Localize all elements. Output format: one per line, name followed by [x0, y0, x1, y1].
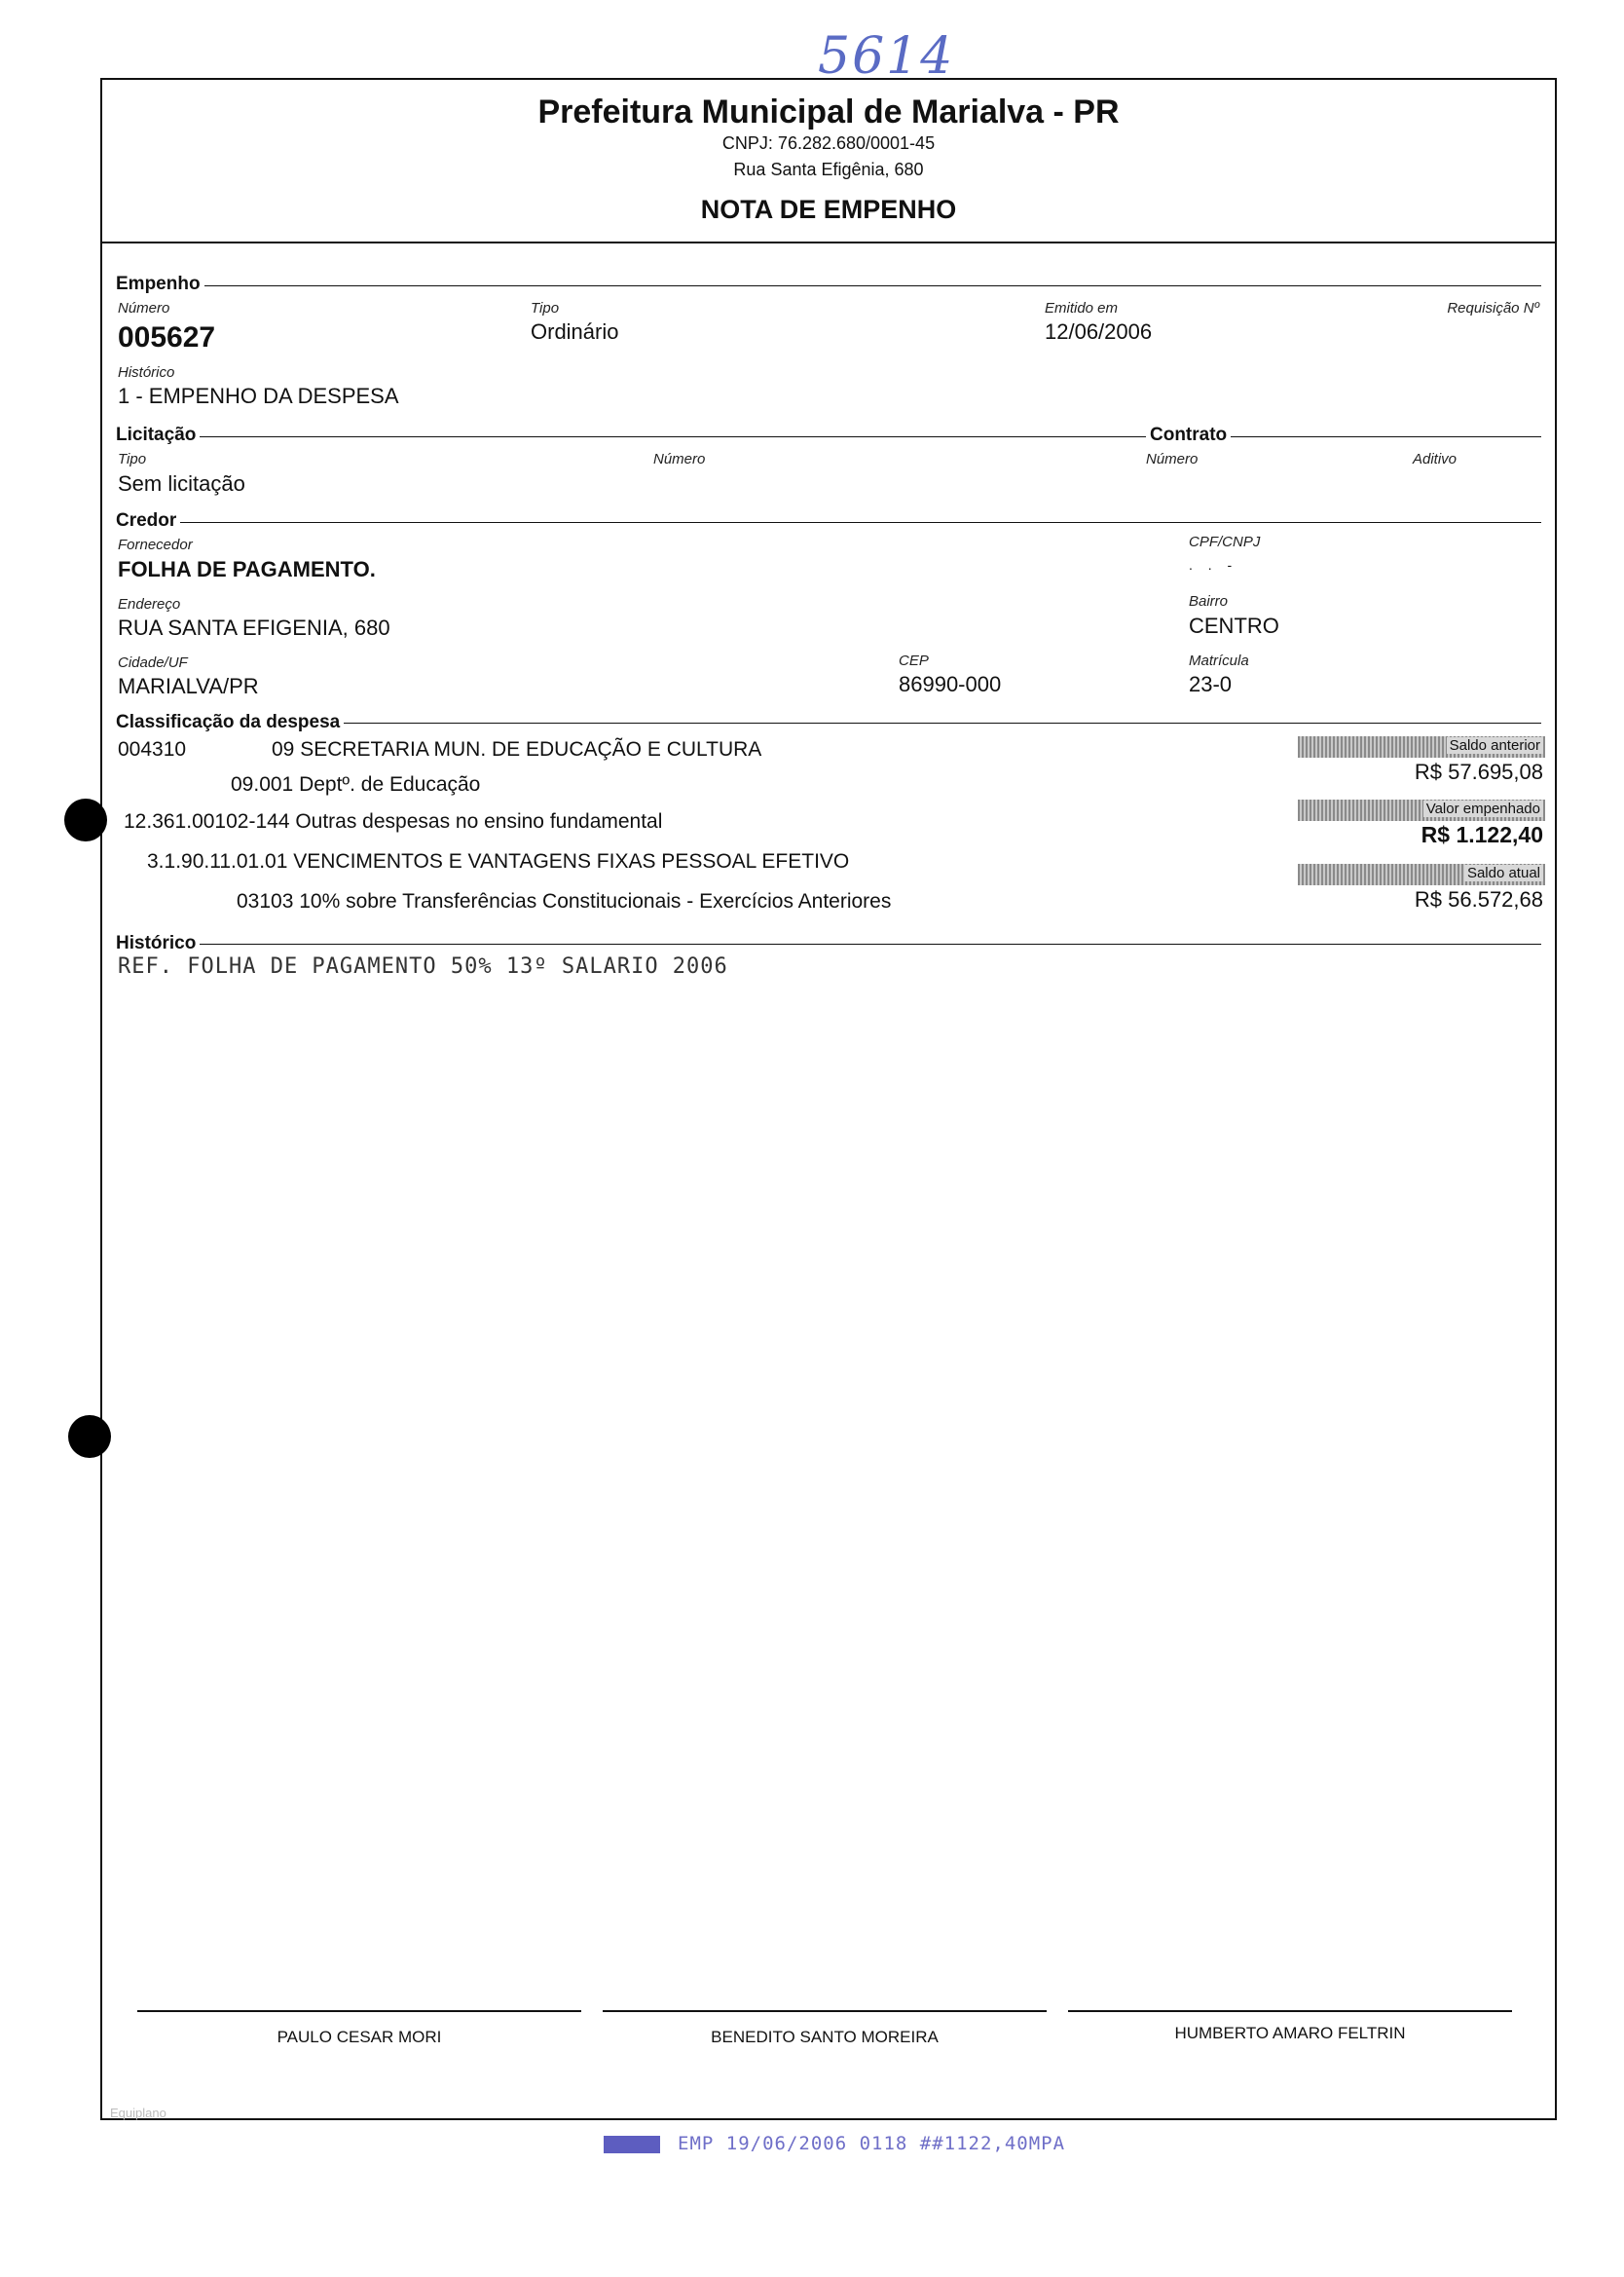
mechanical-stamp: [604, 2133, 1065, 2154]
fornecedor-label: Fornecedor: [118, 537, 193, 553]
fornecedor-name: FOLHA DE PAGAMENTO.: [118, 557, 376, 581]
saldo-anterior-value: R$ 57.695,08: [1414, 760, 1543, 784]
document-header: [102, 80, 1555, 243]
header-cnpj: CNPJ: 76.282.680/0001-45: [721, 133, 936, 153]
licitacao-numero-label: Número: [653, 451, 706, 467]
empenho-historico: 1 - EMPENHO DA DESPESA: [118, 384, 399, 408]
cep-value: 86990-000: [899, 672, 1002, 696]
valor-empenhado-bar: [1298, 800, 1545, 821]
contrato-numero-label: Número: [1146, 451, 1199, 467]
punch-hole-bottom: [68, 1415, 111, 1458]
licitacao-rule: [116, 436, 1541, 437]
cpf-cnpj-label: CPF/CNPJ: [1189, 534, 1261, 550]
signature-line-1: [137, 2010, 581, 2012]
matricula-label: Matrícula: [1189, 653, 1249, 669]
classificacao-section-title: Classificação da despesa: [116, 712, 344, 733]
footer-faint-text: Equiplano: [110, 2106, 166, 2120]
contrato-section-title: Contrato: [1146, 425, 1231, 446]
empenho-tipo: Ordinário: [531, 319, 619, 344]
handwritten-page-number: 5614: [818, 27, 955, 86]
saldo-anterior-bar: [1298, 736, 1545, 758]
signature-name-2: BENEDITO SANTO MOREIRA: [711, 2028, 939, 2046]
valor-empenhado-label: Valor empenhado: [1423, 801, 1543, 817]
saldo-atual-value: R$ 56.572,68: [1414, 887, 1543, 912]
empenho-tipo-label: Tipo: [531, 300, 560, 317]
saldo-anterior-label: Saldo anterior: [1447, 737, 1543, 754]
header-title: Prefeitura Municipal de Marialva - PR: [537, 93, 1120, 131]
classificacao-line-2: 09.001 Deptº. de Educação: [231, 773, 481, 796]
historico-rule: [116, 944, 1541, 945]
licitacao-tipo-label: Tipo: [118, 451, 147, 467]
stamp-text: EMP 19/06/2006 0118 ##1122,40MPA: [678, 2133, 1066, 2154]
punch-hole-top: [64, 799, 107, 841]
credor-rule: [116, 522, 1541, 523]
signature-line-3: [1068, 2010, 1512, 2012]
endereco-value: RUA SANTA EFIGENIA, 680: [118, 616, 390, 640]
emitido-date: 12/06/2006: [1045, 319, 1153, 344]
classificacao-line-1: 09 SECRETARIA MUN. DE EDUCAÇÃO E CULTURA: [272, 738, 762, 761]
empenho-historico-label: Histórico: [118, 364, 175, 381]
historico-section-title: Histórico: [116, 933, 200, 954]
header-address: Rua Santa Efigênia, 680: [733, 160, 924, 179]
endereco-label: Endereço: [118, 596, 181, 613]
empenho-numero-label: Número: [118, 300, 170, 317]
empenho-rule: [116, 285, 1541, 286]
bairro-value: CENTRO: [1189, 614, 1279, 638]
classificacao-line-4: 3.1.90.11.01.01 VENCIMENTOS E VANTAGENS FIXAS PESSOAL EFETIVO: [147, 850, 850, 873]
historico-text: REF. FOLHA DE PAGAMENTO 50% 13º SALARIO 2006: [118, 954, 728, 979]
saldo-atual-bar: [1298, 864, 1545, 885]
empenho-numero: 005627: [118, 321, 216, 354]
credor-section-title: Credor: [116, 510, 180, 532]
requisicao-label: Requisição Nº: [1447, 300, 1539, 317]
cidade-label: Cidade/UF: [118, 654, 188, 671]
document-frame: [100, 78, 1557, 2120]
cidade-value: MARIALVA/PR: [118, 674, 259, 698]
bairro-label: Bairro: [1189, 593, 1229, 610]
cpf-cnpj-value: . . -: [1189, 557, 1238, 573]
emitido-label: Emitido em: [1045, 300, 1119, 317]
empenho-section-title: Empenho: [116, 274, 204, 295]
document-title: NOTA DE EMPENHO: [700, 195, 957, 224]
matricula-value: 23-0: [1189, 672, 1233, 696]
licitacao-tipo: Sem licitação: [118, 471, 245, 496]
contrato-aditivo-label: Aditivo: [1413, 451, 1458, 467]
stamp-logo-icon: [604, 2136, 660, 2153]
saldo-atual-label: Saldo atual: [1464, 865, 1543, 881]
licitacao-section-title: Licitação: [116, 425, 200, 446]
classificacao-line-3: 12.361.00102-144 Outras despesas no ensino fundamental: [124, 810, 663, 833]
signature-name-1: PAULO CESAR MORI: [277, 2028, 442, 2046]
classificacao-line-5: 03103 10% sobre Transferências Constitucionais - Exercícios Anteriores: [237, 890, 892, 913]
signature-name-3: HUMBERTO AMARO FELTRIN: [1174, 2024, 1406, 2042]
cep-label: CEP: [899, 653, 929, 669]
signature-line-2: [603, 2010, 1047, 2012]
valor-empenhado-value: R$ 1.122,40: [1421, 822, 1543, 847]
classificacao-code: 004310: [118, 738, 187, 761]
